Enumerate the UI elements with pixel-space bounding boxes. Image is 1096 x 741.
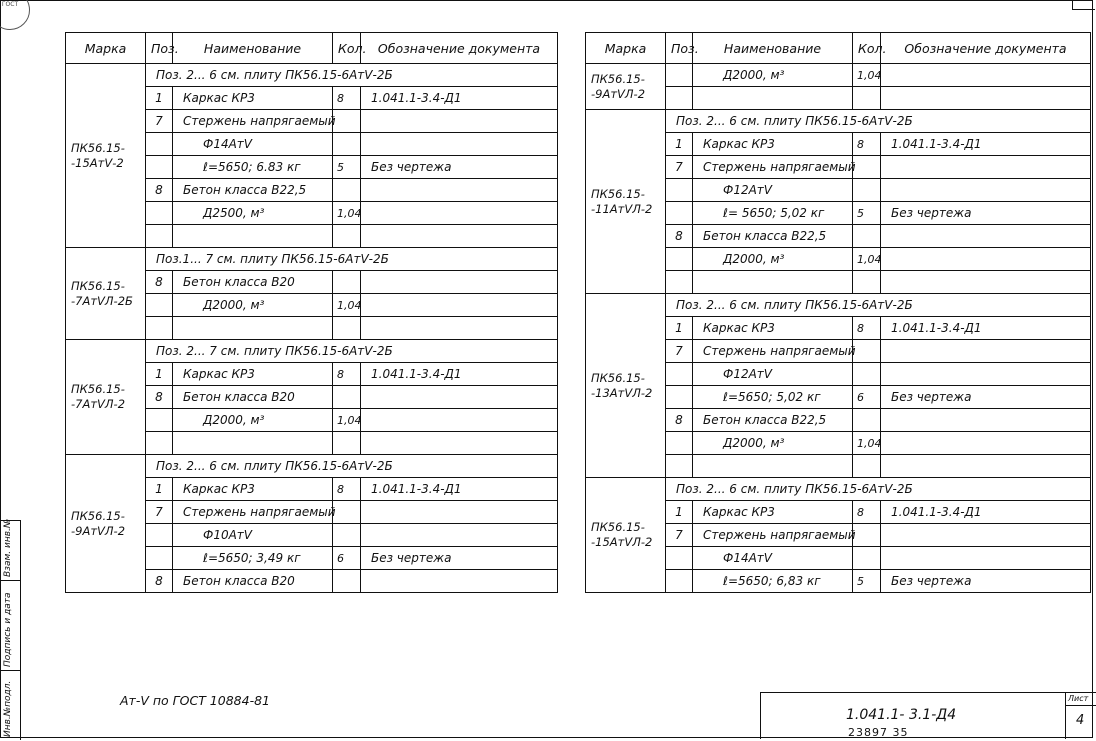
sheet-cell	[1065, 693, 1096, 739]
qty-cell	[853, 87, 881, 110]
doc-cell	[361, 409, 558, 432]
group-title: Поз.1... 7 см. плиту ПК56.15-6АтⅤ-2Б	[146, 248, 558, 271]
qty-cell: 8	[853, 133, 881, 156]
pos-cell	[666, 179, 693, 202]
pos-cell: 7	[666, 524, 693, 547]
pos-cell	[666, 547, 693, 570]
name-cell: Д2000, м³	[693, 432, 853, 455]
pos-cell: 7	[666, 340, 693, 363]
mark-cell: ПК56.15- -7АтⅤЛ-2	[66, 340, 146, 455]
name-cell: Каркас КР3	[693, 133, 853, 156]
header-row	[586, 33, 1091, 64]
side-stamp	[0, 520, 21, 740]
doc-cell	[881, 87, 1091, 110]
pos-cell: 8	[146, 386, 173, 409]
doc-cell	[361, 225, 558, 248]
col-name-header: Наименование	[173, 33, 333, 64]
col-qty-header: Кол.	[333, 33, 361, 64]
pos-cell	[146, 524, 173, 547]
name-cell: Ф14АтⅤ	[693, 547, 853, 570]
qty-cell	[333, 432, 361, 455]
qty-cell	[333, 179, 361, 202]
doc-cell	[881, 248, 1091, 271]
archive-number: 23897 35	[848, 726, 909, 739]
qty-cell	[853, 409, 881, 432]
doc-cell: Без чертежа	[361, 547, 558, 570]
pos-cell: 1	[146, 87, 173, 110]
doc-cell	[361, 294, 558, 317]
name-cell: Каркас КР3	[693, 317, 853, 340]
doc-cell: 1.041.1-3.4-Д1	[881, 501, 1091, 524]
mark-cell: ПК56.15- -9АтⅤЛ-2	[586, 64, 666, 110]
pos-cell	[666, 271, 693, 294]
mark-cell: ПК56.15- -11АтⅤЛ-2	[586, 110, 666, 294]
doc-cell	[881, 179, 1091, 202]
name-cell: Д2000, м³	[173, 294, 333, 317]
pos-cell	[666, 202, 693, 225]
doc-cell: 1.041.1-3.4-Д1	[361, 478, 558, 501]
qty-cell	[333, 524, 361, 547]
qty-cell: 6	[333, 547, 361, 570]
qty-cell	[333, 570, 361, 593]
name-cell	[693, 455, 853, 478]
side-stamp-label: Инв.№подл.	[3, 680, 13, 737]
name-cell	[173, 432, 333, 455]
name-cell: Бетон класса В20	[173, 570, 333, 593]
col-doc-header: Обозначение документа	[881, 33, 1091, 64]
name-cell: Ф10АтⅤ	[173, 524, 333, 547]
qty-cell	[333, 271, 361, 294]
document-code: 1.041.1- 3.1-Д4	[846, 707, 957, 723]
qty-cell: 5	[333, 156, 361, 179]
doc-cell	[361, 133, 558, 156]
side-stamp-label: Подпись и дата	[3, 592, 13, 667]
side-stamp-cell	[0, 580, 20, 671]
col-mark-header: Марка	[586, 33, 666, 64]
doc-cell	[881, 409, 1091, 432]
doc-cell: 1.041.1-3.4-Д1	[881, 317, 1091, 340]
side-stamp-cell	[0, 520, 20, 581]
corner-box	[1072, 0, 1095, 10]
pos-cell	[666, 455, 693, 478]
pos-cell: 8	[666, 225, 693, 248]
doc-cell: 1.041.1-3.4-Д1	[361, 87, 558, 110]
pos-cell: 8	[146, 179, 173, 202]
name-cell: Д2000, м³	[693, 248, 853, 271]
mark-cell: ПК56.15- -13АтⅤЛ-2	[586, 294, 666, 478]
doc-cell	[361, 202, 558, 225]
qty-cell	[333, 386, 361, 409]
pos-cell: 1	[666, 501, 693, 524]
doc-cell: Без чертежа	[881, 202, 1091, 225]
doc-cell	[881, 156, 1091, 179]
name-cell: ℓ=5650; 6.83 кг	[173, 156, 333, 179]
name-cell: Стержень напрягаемый	[173, 110, 333, 133]
doc-cell	[361, 179, 558, 202]
name-cell	[693, 87, 853, 110]
doc-cell: Без чертежа	[361, 156, 558, 179]
col-pos-header: Поз.	[666, 33, 693, 64]
pos-cell: 8	[666, 409, 693, 432]
qty-cell	[853, 179, 881, 202]
doc-cell	[361, 317, 558, 340]
name-cell: Ф12АтⅤ	[693, 363, 853, 386]
pos-cell	[146, 225, 173, 248]
sheet-divider	[1066, 705, 1096, 706]
pos-cell	[666, 248, 693, 271]
col-pos-header: Поз.	[146, 33, 173, 64]
qty-cell: 1,04	[853, 64, 881, 87]
doc-cell	[361, 432, 558, 455]
doc-cell	[881, 524, 1091, 547]
pos-cell: 1	[146, 478, 173, 501]
pos-cell	[666, 432, 693, 455]
qty-cell: 1,04	[853, 432, 881, 455]
side-stamp-label: Взам. инв.№	[3, 518, 13, 577]
qty-cell: 6	[853, 386, 881, 409]
qty-cell	[853, 524, 881, 547]
qty-cell	[853, 340, 881, 363]
group-title: Поз. 2... 6 см. плиту ПК56.15-6АтⅤ-2Б	[666, 110, 1091, 133]
name-cell: Стержень напрягаемый	[693, 524, 853, 547]
name-cell: Стержень напрягаемый	[693, 156, 853, 179]
qty-cell	[853, 547, 881, 570]
qty-cell: 8	[333, 87, 361, 110]
doc-cell	[361, 271, 558, 294]
pos-cell: 8	[146, 570, 173, 593]
doc-cell: Без чертежа	[881, 570, 1091, 593]
qty-cell	[853, 455, 881, 478]
qty-cell: 1,04	[853, 248, 881, 271]
doc-cell: 1.041.1-3.4-Д1	[361, 363, 558, 386]
name-cell	[173, 225, 333, 248]
sheet-label: Лист	[1068, 694, 1089, 703]
pos-cell	[666, 64, 693, 87]
side-stamp-cell	[0, 670, 20, 741]
name-cell: Бетон класса В22,5	[693, 225, 853, 248]
doc-cell	[361, 570, 558, 593]
qty-cell: 5	[853, 202, 881, 225]
group-title-row	[66, 340, 558, 363]
doc-cell	[361, 524, 558, 547]
pos-cell: 1	[146, 363, 173, 386]
doc-cell	[881, 271, 1091, 294]
name-cell: Стержень напрягаемый	[693, 340, 853, 363]
group-title-row	[586, 478, 1091, 501]
name-cell: ℓ=5650; 5,02 кг	[693, 386, 853, 409]
name-cell: Бетон класса В22,5	[173, 179, 333, 202]
doc-cell	[881, 363, 1091, 386]
pos-cell	[146, 317, 173, 340]
name-cell: Каркас КР3	[173, 478, 333, 501]
pos-cell	[146, 156, 173, 179]
qty-cell: 8	[853, 317, 881, 340]
pos-cell	[146, 133, 173, 156]
pos-cell	[146, 202, 173, 225]
mark-cell: ПК56.15- -7АтⅤЛ-2Б	[66, 248, 146, 340]
name-cell: Каркас КР3	[173, 87, 333, 110]
mark-cell: ПК56.15- -9АтⅤЛ-2	[66, 455, 146, 593]
name-cell	[693, 271, 853, 294]
doc-cell	[361, 110, 558, 133]
doc-cell: 1.041.1-3.4-Д1	[881, 133, 1091, 156]
group-title: Поз. 2... 6 см. плиту ПК56.15-6АтⅤ-2Б	[146, 64, 558, 87]
pos-cell	[666, 386, 693, 409]
doc-cell	[881, 547, 1091, 570]
pos-cell	[666, 570, 693, 593]
qty-cell: 1,04	[333, 202, 361, 225]
specification-table-left	[65, 32, 558, 593]
col-mark-header: Марка	[66, 33, 146, 64]
qty-cell	[333, 501, 361, 524]
specification-table-right	[585, 32, 1091, 593]
group-title-row	[586, 110, 1091, 133]
pos-cell	[146, 294, 173, 317]
pos-cell	[146, 547, 173, 570]
doc-cell: Без чертежа	[881, 386, 1091, 409]
mark-cell: ПК56.15- -15АтⅤЛ-2	[586, 478, 666, 593]
name-cell: Ф12АтⅤ	[693, 179, 853, 202]
pos-cell: 1	[666, 133, 693, 156]
pos-cell	[146, 409, 173, 432]
pos-cell: 7	[146, 501, 173, 524]
doc-cell	[881, 225, 1091, 248]
table-row	[586, 64, 1091, 87]
group-title: Поз. 2... 6 см. плиту ПК56.15-6АтⅤ-2Б	[146, 455, 558, 478]
steel-standard-note: Ат-Ⅴ по ГОСТ 10884-81	[120, 693, 270, 708]
name-cell: Д2000, м³	[173, 409, 333, 432]
pos-cell: 7	[146, 110, 173, 133]
qty-cell: 5	[853, 570, 881, 593]
pos-cell: 1	[666, 317, 693, 340]
name-cell: Стержень напрягаемый	[173, 501, 333, 524]
pos-cell: 8	[146, 271, 173, 294]
col-name-header: Наименование	[693, 33, 853, 64]
group-title: Поз. 2... 7 см. плиту ПК56.15-6АтⅤ-2Б	[146, 340, 558, 363]
qty-cell: 8	[333, 363, 361, 386]
name-cell: Каркас КР3	[693, 501, 853, 524]
name-cell: Каркас КР3	[173, 363, 333, 386]
group-title-row	[66, 64, 558, 87]
doc-cell	[881, 432, 1091, 455]
group-title: Поз. 2... 6 см. плиту ПК56.15-6АтⅤ-2Б	[666, 478, 1091, 501]
name-cell: Бетон класса В20	[173, 386, 333, 409]
sheet-number: 4	[1076, 713, 1085, 728]
name-cell: Д2000, м³	[693, 64, 853, 87]
qty-cell	[333, 110, 361, 133]
name-cell	[173, 317, 333, 340]
name-cell: ℓ=5650; 6,83 кг	[693, 570, 853, 593]
pos-cell	[146, 432, 173, 455]
group-title-row	[66, 248, 558, 271]
col-qty-header: Кол.	[853, 33, 881, 64]
qty-cell	[853, 363, 881, 386]
header-row	[66, 33, 558, 64]
pos-cell	[666, 87, 693, 110]
qty-cell	[333, 133, 361, 156]
group-title: Поз. 2... 6 см. плиту ПК56.15-6АтⅤ-2Б	[666, 294, 1091, 317]
doc-cell	[881, 340, 1091, 363]
qty-cell: 8	[333, 478, 361, 501]
seal-text: ГОСТ	[1, 1, 19, 8]
name-cell: Бетон класса В22,5	[693, 409, 853, 432]
qty-cell	[333, 317, 361, 340]
mark-cell: ПК56.15- -15АтⅤ-2	[66, 64, 146, 248]
qty-cell	[853, 156, 881, 179]
qty-cell	[853, 225, 881, 248]
name-cell: Бетон класса В20	[173, 271, 333, 294]
name-cell: ℓ=5650; 3,49 кг	[173, 547, 333, 570]
name-cell: ℓ= 5650; 5,02 кг	[693, 202, 853, 225]
col-doc-header: Обозначение документа	[361, 33, 558, 64]
pos-cell: 7	[666, 156, 693, 179]
doc-cell	[361, 386, 558, 409]
name-cell: Ф14АтⅤ	[173, 133, 333, 156]
group-title-row	[66, 455, 558, 478]
qty-cell	[853, 271, 881, 294]
pos-cell	[666, 363, 693, 386]
qty-cell: 1,04	[333, 294, 361, 317]
qty-cell: 8	[853, 501, 881, 524]
group-title-row	[586, 294, 1091, 317]
doc-cell	[881, 455, 1091, 478]
qty-cell: 1,04	[333, 409, 361, 432]
doc-cell	[361, 501, 558, 524]
qty-cell	[333, 225, 361, 248]
name-cell: Д2500, м³	[173, 202, 333, 225]
doc-cell	[881, 64, 1091, 87]
title-block	[760, 692, 1096, 739]
